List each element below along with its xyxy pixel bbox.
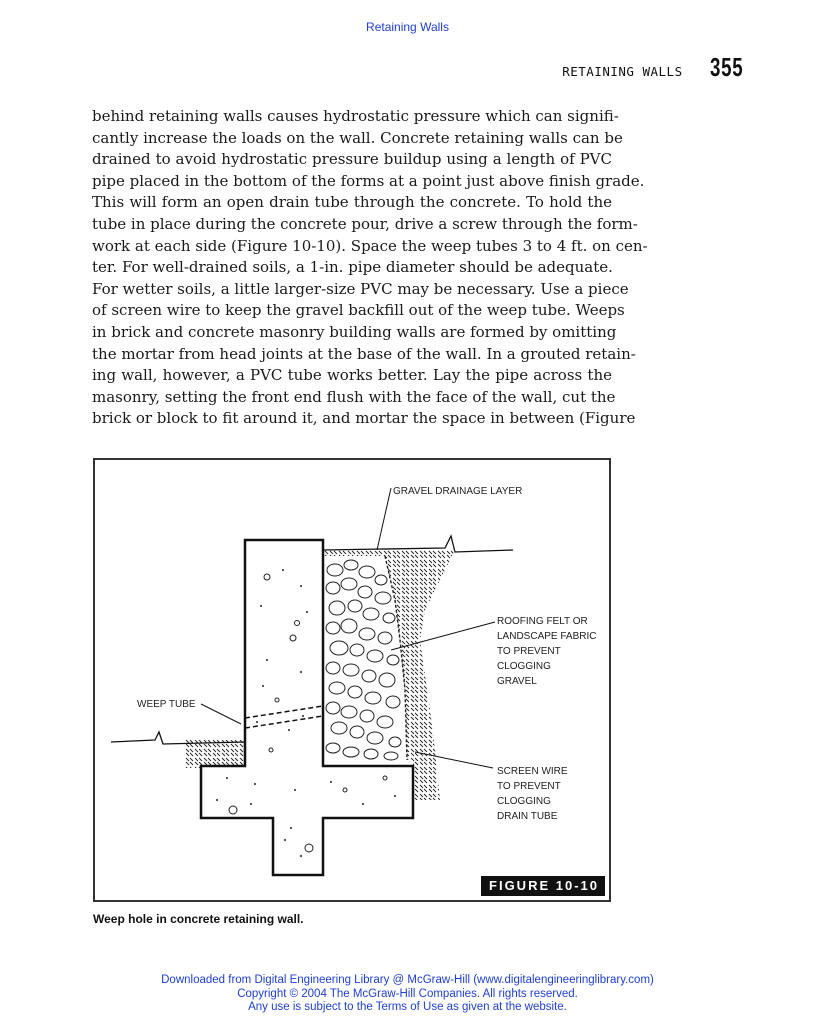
label-felt-line: CLOGGING: [497, 661, 551, 672]
figure-label: FIGURE 10-10: [481, 876, 605, 896]
text-line: brick or block to fit around it, and mortar the space in between (Figure: [92, 409, 636, 428]
text-line: work at each side (Figure 10-10). Space the weep tubes 3 to 4 ft. on cen-: [92, 236, 648, 255]
label-screen-line: CLOGGING: [497, 796, 551, 807]
running-title: RETAINING WALLS: [562, 64, 683, 79]
footer-link[interactable]: Downloaded from Digital Engineering Library @ McGraw-Hill (www.digitalengineeringlibrary.com): [161, 974, 654, 986]
text-line: For wetter soils, a little larger-size PVC may be necessary. Use a piece: [92, 279, 629, 298]
text-line: of screen wire to keep the gravel backfill out of the weep tube. Weeps: [92, 301, 625, 320]
text-line: masonry, setting the front end flush with the face of the wall, cut the: [92, 387, 616, 406]
body-paragraph: [92, 106, 648, 430]
label-screen-line: TO PREVENT: [497, 781, 561, 792]
text-line: drained to avoid hydrostatic pressure buildup using a length of PVC: [92, 150, 612, 169]
top-link[interactable]: Retaining Walls: [366, 20, 449, 34]
text-line: tube in place during the concrete pour, drive a screw through the form-: [92, 214, 638, 233]
text-line: ter. For well-drained soils, a 1-in. pipe diameter should be adequate.: [92, 258, 613, 277]
back-grade: [323, 536, 513, 552]
label-screen-line: DRAIN TUBE: [497, 811, 558, 822]
label-weep-tube: WEEP TUBE: [137, 699, 196, 710]
text-line: pipe placed in the bottom of the forms at a point just above finish grade.: [92, 171, 645, 190]
label-gravel-layer: GRAVEL DRAINAGE LAYER: [393, 486, 523, 497]
running-head: [562, 52, 743, 83]
front-grade: [111, 732, 245, 744]
text-line: This will form an open drain tube through the concrete. To hold the: [92, 193, 612, 212]
text-line: behind retaining walls causes hydrostatic pressure which can signifi-: [92, 107, 619, 125]
copyright-line: Copyright © 2004 The McGraw-Hill Companies. All rights reserved.: [237, 987, 578, 1000]
retaining-wall-drawing: [95, 460, 609, 900]
text-line: cantly increase the loads on the wall. Concrete retaining walls can be: [92, 128, 623, 147]
label-felt-line: GRAVEL: [497, 676, 537, 687]
terms-line[interactable]: Any use is subject to the Terms of Use as given at the website.: [248, 1001, 567, 1013]
front-soil: [185, 740, 245, 768]
footer: [0, 974, 815, 1015]
page-number: 355: [709, 52, 743, 82]
text-line: in brick and concrete masonry building walls are formed by omitting: [92, 322, 617, 341]
label-felt-line: ROOFING FELT OR: [497, 616, 588, 627]
label-felt-line: LANDSCAPE FABRIC: [497, 631, 597, 642]
figure-caption: Weep hole in concrete retaining wall.: [93, 912, 304, 926]
label-screen-line: SCREEN WIRE: [497, 766, 568, 777]
text-line: ing wall, however, a PVC tube works better. Lay the pipe across the: [92, 366, 612, 385]
label-felt-line: TO PREVENT: [497, 646, 561, 657]
text-line: the mortar from head joints at the base of the wall. In a grouted retain-: [92, 344, 636, 363]
figure-10-10: [93, 458, 611, 902]
